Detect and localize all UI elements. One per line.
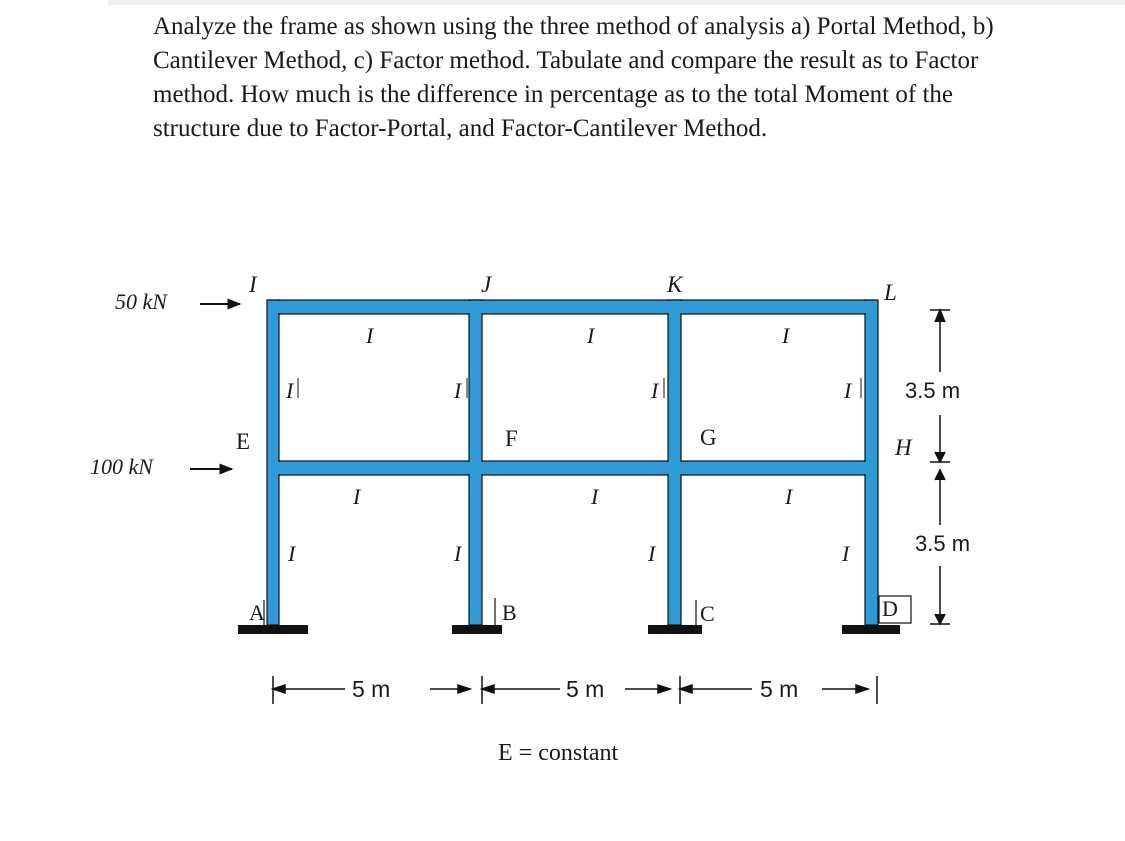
column-label-ie: I	[286, 378, 294, 403]
beam-label-fg: I	[591, 484, 599, 509]
support-d	[842, 625, 900, 634]
height-label-upper: 3.5 m	[905, 378, 961, 403]
span-label-1: 5 m	[352, 676, 391, 702]
joint-label-h: H	[895, 435, 912, 460]
fixed-supports	[238, 625, 900, 634]
joint-label-e: E	[236, 429, 251, 454]
joint-label-g: G	[700, 425, 717, 450]
joint-label-b: B	[502, 600, 517, 625]
joint-label-l: L	[884, 280, 897, 305]
span-label-2: 5 m	[566, 676, 605, 702]
material-note: E = constant	[498, 740, 619, 766]
span-label-3: 5 m	[760, 676, 799, 702]
support-b	[452, 625, 502, 634]
column-label-fb: I	[454, 541, 462, 566]
joint-label-d: D	[882, 596, 898, 621]
beam-label-kl: I	[782, 323, 790, 348]
joint-label-j: J	[481, 272, 492, 297]
joint-label-c: C	[700, 601, 715, 626]
support-c	[648, 625, 702, 634]
beam-label-ef: I	[353, 484, 361, 509]
column-label-kg: I	[651, 378, 659, 403]
joint-label-k: K	[667, 272, 683, 297]
problem-statement: Analyze the frame as shown using the three method of analysis a) Portal Method, b) Cantilever Method, c) Factor method. Tabulate and compare the result as to Factor method. How much is the difference in percentage as to the total Moment of the structure due to Factor-Portal, and Factor-Cantilever Method.	[153, 13, 994, 142]
joint-label-a: A	[249, 600, 265, 625]
joint-label-f: F	[505, 426, 518, 451]
column-label-jf: I	[454, 378, 462, 403]
height-label-lower: 3.5 m	[915, 531, 971, 556]
joint-label-i: I	[249, 272, 257, 297]
column-label-hd: I	[842, 541, 850, 566]
column-label-gc: I	[648, 541, 656, 566]
height-dimension	[930, 310, 950, 624]
beam-label-gh: I	[785, 484, 793, 509]
column-label-ea: I	[288, 541, 296, 566]
load-label-top: 50 kN	[115, 289, 167, 314]
support-a	[238, 625, 308, 634]
beam-label-ij: I	[366, 323, 374, 348]
load-label-bottom: 100 kN	[90, 454, 153, 479]
beam-label-jk: I	[587, 323, 595, 348]
column-label-lh: I	[844, 378, 852, 403]
